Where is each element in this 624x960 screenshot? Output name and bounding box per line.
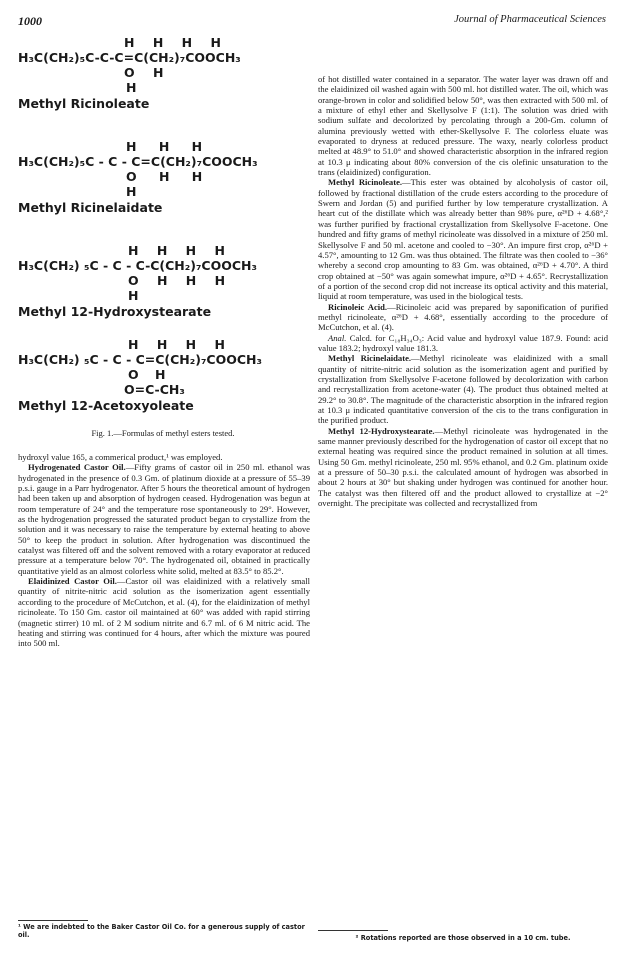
paragraph xyxy=(318,353,608,425)
formula-methyl-ricinelaidate xyxy=(18,140,308,220)
formula-terminal-atom: H xyxy=(126,80,137,95)
right-column xyxy=(318,74,608,508)
page-number: 1000 xyxy=(18,14,42,28)
paragraph-text: of hot distilled water contained in a separator. The water layer was drawn off and the elaidinized oil washed again with 500 ml. hot distilled water. The oil, which was orange-brown in color and solidified below 50°, was then extracted with 500 ml. of a mixture of ethyl ether and Skellysolve F (1:1). The solution was dried with sodium sulfate and decolorized by percolating through a 200-Gm. column of alumina previously wetted with ether-Skellysolve F. The colorless eluate was evaporated to dryness at reduced pressure. The waxy, nearly colorless product melted at 48.9° to 51.0° and showed characteristic absorption in the infrared region at 10.3 μ indicating about 80% conversion of the cis olefinic unsaturation to the trans (elaidinized) configuration. xyxy=(318,74,608,178)
formula-name: Methyl 12-Hydroxystearate xyxy=(18,304,212,319)
formula-main-chain: H₃C(CH₂) ₅C - C - C=C(CH₂)₇COOCH₃ xyxy=(18,352,262,367)
formula-bottom-atoms: O H H xyxy=(126,169,212,184)
left-column xyxy=(18,452,310,649)
paragraph xyxy=(318,177,608,301)
formula-main-chain: H₃C(CH₂)₅C-C-C=C(CH₂)₇COOCH₃ xyxy=(18,50,241,65)
paragraph xyxy=(318,426,608,509)
formula-main-chain: H₃C(CH₂) ₅C - C - C-C(CH₂)₇COOCH₃ xyxy=(18,258,257,273)
footnote-left: ¹ We are indebted to the Baker Castor Oil Co. for a generous supply of castor oil. xyxy=(18,923,305,939)
formula-top-atoms: H H H H xyxy=(128,243,232,258)
footnote-rule xyxy=(18,920,88,921)
run-in-heading: Elaidinized Castor Oil. xyxy=(28,576,117,587)
formula-acetyl-group: O=C-CH₃ xyxy=(124,382,185,397)
paragraph xyxy=(318,302,608,333)
paragraph-text: —Methyl ricinoleate was elaidinized with a small quantity of nitrite-nitric acid solution as the isomerization agent and purified by crystallization from Skellysolve F-acetone followed by decolorization with carbon and recrystallization from acetone-water (4). The product thus obtained melted at 29.2° to 30.8°. The magnitude of the characteristic absorption in the infrared region at 10.3 μ indicated quantitative conversion of the cis to the trans configuration in the purified product. xyxy=(318,353,608,426)
paragraph-text: —This ester was obtained by alcoholysis of castor oil, followed by fractional distillation of the crude esters according to the procedure of Swern and Jordan (5) and purified further by low temperature crystallization. A heart cut of the distillate which was already better than 98% pure, α²⁶D + 4.68°,² was further purified by fractional crystallization from Skellysolve F-acetone. One hundred and fifty grams of methyl ricinoleate was dissolved in a mixture of 250 ml. Skellysolve F and 50 ml. acetone and cooled to −30°. An impure first crop, α²⁶D + 4.57°, amounting to 12 Gm. was thus obtained. The filtrate was then cooled to −36° whereby a second crop amounting to 83 Gm. was obtained, α²⁶D + 4.70°. A third crop obtained at −50° was again somewhat impure, α²⁶D + 4.65°. Recrystallization of a portion of the second crop did not increase its optical activity and this material, liquid at room temperature, was used in the biological tests. xyxy=(318,177,608,302)
figure-formulas xyxy=(18,36,308,436)
journal-title: Journal of Pharmaceutical Sciences xyxy=(454,14,606,25)
paragraph-text: hydroxyl value 165, a commerical product,¹ was employed. xyxy=(18,452,223,462)
paragraph-text: —Castor oil was elaidinized with a relatively small quantity of nitrite-nitric acid solution as the isomerization agent essentially according to the procedure of McCutchon, et al. (4), for the elaidinization of methyl ricinoleate. To 150 Gm. castor oil maintained at 60° was added with rapid stirring (magnetic stirrer) 10 ml. of 2 M sodium nitrite and 6.7 ml. of 6 M nitric acid. The heating and stirring was continued for 4 hours, after which the mixture was poured into 500 ml. xyxy=(18,576,310,649)
paragraph xyxy=(18,576,310,648)
formula-bottom-atoms: O H xyxy=(124,65,171,80)
formula-terminal-atom: H xyxy=(126,184,137,199)
analysis-label: Anal. xyxy=(328,332,347,343)
run-in-heading: Methyl Ricinoleate. xyxy=(328,177,403,188)
paragraph-text: Calcd. for C₁₈H₃₄O₃: Acid value and hydroxyl value 187.9. Found: acid value 183.2; hydroxyl value 181.3. xyxy=(318,332,608,353)
run-in-heading: Hydrogenated Castor Oil. xyxy=(28,462,126,473)
paragraph xyxy=(318,333,608,354)
run-in-heading: Methyl 12-Hydroxystearate. xyxy=(328,425,435,436)
figure-caption: Fig. 1.—Formulas of methyl esters tested. xyxy=(91,428,235,438)
paragraph xyxy=(318,74,608,177)
formula-top-atoms: H H H xyxy=(126,139,212,154)
paragraph xyxy=(18,452,310,462)
paragraph-text: —Ricinoleic acid was prepared by saponification of purified methyl ricinoleate, α²⁶D + 4.68°, essentially according to the procedure of McCutchon, et al. (4). xyxy=(318,301,608,333)
footnote-right: ² Rotations reported are those observed in a 10 cm. tube. xyxy=(355,934,571,942)
run-in-heading: Ricinoleic Acid. xyxy=(328,301,388,312)
paragraph-text: —Fifty grams of castor oil in 250 ml. ethanol was hydrogenated in the presence of 0.3 Gm. of platinum dioxide at a pressure of 55–39 p.s.i. gauge in a Parr hydrogenator. After 5 hours the theoretical amount of hydrogen had been taken up and absorption of hydrogen ceased. Hydrogenation was begun at room temperature of 24° and the temperature rose spontaneously to 29°. However, as the hydrogenation progressed the saturated product began to crystallize from the solution and it was necessary to raise the temperature by external heating to above 50° to keep the product in solution. After hydrogenation was discontinued the catalyst was filtered off and the solvent removed with a rotary evaporator at reduced pressure at a temperature below 70°. The hydrogenated oil, obtained in practically quantitative yield as an almost colorless white solid, melted at 83.5° to 85.2°. xyxy=(18,462,310,576)
run-in-heading: Methyl Ricinelaidate. xyxy=(328,353,412,364)
formula-name: Methyl 12-Acetoxyoleate xyxy=(18,398,194,413)
formula-top-atoms: H H H H xyxy=(124,35,228,50)
formula-name: Methyl Ricinoleate xyxy=(18,96,150,111)
formula-bottom-atoms: O H xyxy=(128,367,172,382)
formula-methyl-12-hydroxystearate xyxy=(18,244,308,324)
footnote-rule xyxy=(318,930,388,931)
formula-main-chain: H₃C(CH₂)₅C - C - C=C(CH₂)₇COOCH₃ xyxy=(18,154,258,169)
page-header xyxy=(18,14,606,32)
formula-bottom-atoms: O H H H xyxy=(128,273,233,288)
paragraph-text: —Methyl ricinoleate was hydrogenated in the same manner previously described for the hydrogenation of castor oil except that no external heating was required since the product remained in solution at all times. Using 50 Gm. methyl ricinoleate, 250 ml. 95% ethanol, and 0.2 Gm. platinum oxide at a pressure of 50–30 p.s.i. the calculated amount of hydrogen was absorbed in about 2 hours at 30° but shaking under hydrogen was continued for another hour. The catalyst was then filtered off and the product allowed to crystallize at −2° overnight. The precipitate was collected and recrystallized from xyxy=(318,425,608,509)
paragraph xyxy=(18,462,310,576)
formula-methyl-12-acetoxyoleate xyxy=(18,338,308,418)
formula-name: Methyl Ricinelaidate xyxy=(18,200,163,215)
formula-methyl-ricinoleate xyxy=(18,36,308,116)
formula-terminal-atom: H xyxy=(128,288,139,303)
formula-top-atoms: H H H H xyxy=(128,337,232,352)
